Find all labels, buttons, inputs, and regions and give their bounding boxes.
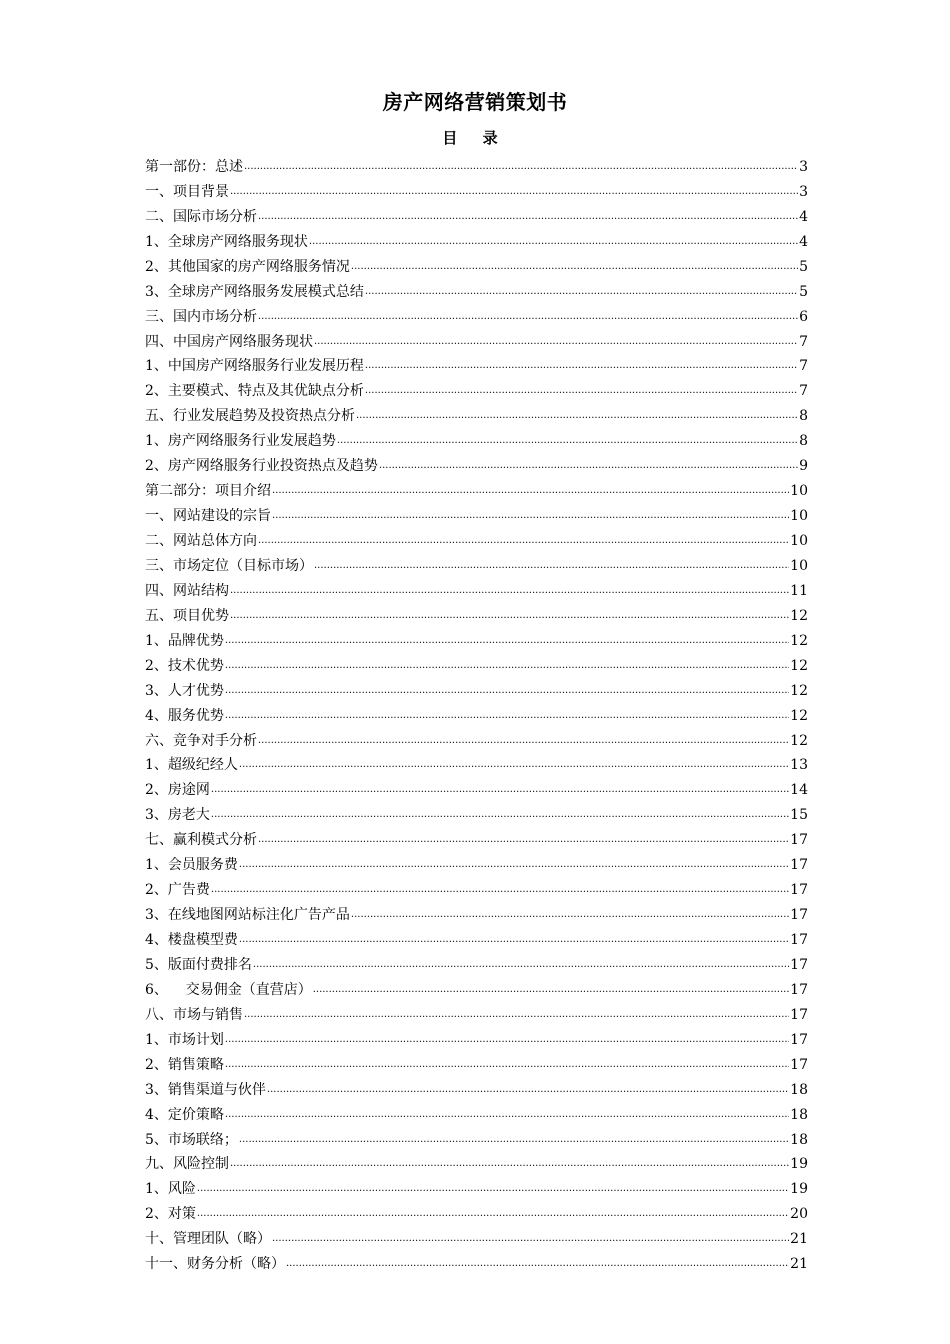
table-of-contents (145, 151, 808, 1273)
toc-entry[interactable] (145, 849, 808, 874)
dot-leader (337, 430, 798, 450)
toc-entry-page-number: 12 (790, 732, 808, 749)
toc-entry-page-number: 13 (790, 757, 808, 774)
toc-entry-label: 4、楼盘模型费 (145, 932, 238, 948)
toc-entry-label: 5、版面付费排名 (145, 956, 252, 973)
toc-entry-label: 2、房产网络服务行业投资热点及趋势 (145, 458, 378, 475)
toc-entry-page-number: 17 (790, 1056, 808, 1073)
dot-leader (197, 1178, 789, 1198)
toc-entry[interactable] (145, 1149, 808, 1174)
toc-entry[interactable] (145, 650, 808, 675)
toc-entry[interactable] (145, 974, 808, 999)
toc-entry[interactable] (145, 924, 808, 949)
toc-entry-page-number: 17 (790, 1006, 808, 1023)
toc-entry[interactable] (145, 600, 808, 625)
dot-leader (365, 380, 798, 400)
dot-leader (244, 156, 798, 176)
toc-entry-page-number: 7 (799, 383, 808, 400)
dot-leader (314, 555, 789, 575)
toc-entry-page-number: 9 (799, 458, 808, 475)
toc-entry-label: 4、定价策略 (145, 1106, 224, 1123)
toc-entry-page-number: 10 (790, 557, 808, 574)
toc-entry-label: 四、网站结构 (145, 582, 229, 599)
dot-leader (351, 256, 798, 276)
toc-entry-page-number: 12 (790, 607, 808, 624)
toc-entry-label: 1、风险 (145, 1181, 196, 1198)
dot-leader (230, 605, 789, 625)
toc-entry-page-number: 12 (790, 682, 808, 699)
toc-entry[interactable] (145, 999, 808, 1024)
toc-entry[interactable] (145, 500, 808, 525)
toc-entry[interactable] (145, 475, 808, 500)
toc-entry-page-number: 19 (790, 1156, 808, 1173)
dot-leader (253, 954, 789, 974)
toc-entry[interactable] (145, 1099, 808, 1124)
dot-leader (351, 904, 789, 924)
dot-leader (365, 355, 798, 375)
toc-entry-label: 五、项目优势 (145, 607, 229, 624)
toc-entry-label: 三、市场定位（目标市场） (145, 557, 313, 574)
toc-entry-label: 六、竞争对手分析 (145, 732, 257, 749)
dot-leader (272, 1228, 789, 1248)
toc-entry-label: 第一部份：总述 (145, 158, 243, 175)
toc-entry-label: 3、人才优势 (145, 682, 224, 699)
toc-entry-page-number: 10 (790, 483, 808, 500)
toc-entry[interactable] (145, 400, 808, 425)
dot-leader (211, 879, 789, 899)
dot-leader (225, 705, 789, 725)
toc-entry[interactable] (145, 675, 808, 700)
toc-entry-page-number: 19 (790, 1181, 808, 1198)
toc-entry[interactable] (145, 799, 808, 824)
dot-leader (239, 1129, 789, 1149)
toc-entry-page-number: 3 (799, 158, 808, 175)
dot-leader (258, 530, 789, 550)
toc-entry-label: 九、风险控制 (145, 1156, 229, 1173)
dot-leader (258, 306, 798, 326)
dot-leader (314, 331, 798, 351)
toc-entry[interactable] (145, 425, 808, 450)
dot-leader (230, 181, 798, 201)
toc-entry-label: 2、其他国家的房产网络服务情况 (145, 258, 350, 275)
dot-leader (258, 730, 789, 750)
toc-entry-page-number: 12 (790, 657, 808, 674)
toc-entry[interactable] (145, 874, 808, 899)
toc-entry[interactable] (145, 251, 808, 276)
toc-entry-label: 一、网站建设的宗旨 (145, 508, 271, 525)
toc-entry[interactable] (145, 351, 808, 376)
toc-entry-page-number: 4 (799, 233, 808, 250)
toc-entry-label: 第二部分：项目介绍 (145, 483, 271, 500)
toc-entry-page-number: 18 (790, 1081, 808, 1098)
toc-entry[interactable] (145, 725, 808, 750)
toc-entry-label: 6、 交易佣金（直营店） (145, 981, 312, 998)
dot-leader (225, 630, 789, 650)
toc-entry[interactable] (145, 550, 808, 575)
dot-leader (225, 1054, 789, 1074)
dot-leader (197, 1203, 789, 1223)
toc-entry-label: 二、网站总体方向 (145, 533, 257, 549)
toc-entry-page-number: 12 (790, 707, 808, 724)
toc-entry[interactable] (145, 700, 808, 725)
toc-entry-page-number: 3 (799, 183, 808, 200)
toc-entry-page-number: 7 (799, 358, 808, 375)
toc-entry[interactable] (145, 899, 808, 924)
toc-entry[interactable] (145, 625, 808, 650)
toc-entry[interactable] (145, 1074, 808, 1099)
toc-entry-page-number: 14 (790, 782, 808, 799)
toc-entry-page-number: 7 (799, 333, 808, 350)
dot-leader (309, 231, 798, 251)
dot-leader (356, 405, 798, 425)
toc-entry[interactable] (145, 450, 808, 475)
dot-leader (230, 580, 789, 600)
toc-entry[interactable] (145, 276, 808, 301)
toc-entry[interactable] (145, 226, 808, 251)
toc-entry[interactable] (145, 301, 808, 326)
dot-leader (244, 1004, 789, 1024)
toc-entry-label: 3、销售渠道与伙伴 (145, 1081, 266, 1098)
dot-leader (225, 1029, 789, 1049)
toc-entry-label: 四、中国房产网络服务现状 (145, 333, 313, 350)
dot-leader (239, 929, 789, 949)
toc-entry-label: 2、主要模式、特点及其优缺点分析 (145, 383, 364, 400)
toc-entry[interactable] (145, 750, 808, 775)
toc-entry[interactable] (145, 1049, 808, 1074)
toc-entry-label: 3、全球房产网络服务发展模式总结 (145, 283, 364, 300)
dot-leader (272, 505, 789, 525)
toc-entry-page-number: 15 (790, 807, 808, 824)
dot-leader (239, 754, 789, 774)
toc-entry-page-number: 10 (790, 533, 808, 549)
dot-leader (258, 206, 798, 226)
toc-entry-label: 1、中国房产网络服务行业发展历程 (145, 358, 364, 375)
toc-entry[interactable] (145, 1124, 808, 1149)
dot-leader (239, 854, 789, 874)
toc-entry-label: 1、市场计划 (145, 1031, 224, 1048)
toc-entry-label: 1、全球房产网络服务现状 (145, 233, 308, 250)
dot-leader (258, 829, 789, 849)
toc-entry-page-number: 18 (790, 1106, 808, 1123)
toc-entry[interactable] (145, 1024, 808, 1049)
toc-entry-page-number: 17 (790, 932, 808, 948)
dot-leader (365, 281, 798, 301)
toc-entry-page-number: 4 (799, 208, 808, 225)
toc-entry-label: 1、超级纪经人 (145, 757, 238, 774)
toc-entry-page-number: 17 (790, 956, 808, 973)
toc-entry-page-number: 17 (790, 857, 808, 874)
toc-entry-label: 三、国内市场分析 (145, 308, 257, 325)
toc-entry-page-number: 6 (799, 308, 808, 325)
dot-leader (225, 1104, 789, 1124)
toc-entry-page-number: 5 (799, 283, 808, 300)
dot-leader (379, 455, 798, 475)
toc-entry[interactable] (145, 575, 808, 600)
toc-entry-page-number: 5 (799, 258, 808, 275)
toc-entry-page-number: 11 (790, 582, 808, 599)
toc-entry-label: 2、对策 (145, 1206, 196, 1223)
dot-leader (286, 1253, 789, 1273)
toc-entry[interactable] (145, 774, 808, 799)
toc-entry[interactable] (145, 1198, 808, 1223)
toc-entry[interactable] (145, 1248, 808, 1273)
document-title: 房产网络营销策划书 (382, 90, 568, 114)
dot-leader (211, 779, 789, 799)
toc-entry-label: 1、品牌优势 (145, 632, 224, 649)
toc-heading: 目 录 (442, 129, 508, 147)
toc-entry[interactable] (145, 375, 808, 400)
toc-entry-page-number: 10 (790, 508, 808, 525)
toc-entry[interactable] (145, 949, 808, 974)
toc-entry-page-number: 21 (790, 1231, 808, 1248)
toc-entry-label: 十、管理团队（略） (145, 1231, 271, 1248)
dot-leader (225, 680, 789, 700)
toc-entry-label: 五、行业发展趋势及投资热点分析 (145, 408, 355, 425)
toc-entry-page-number: 17 (790, 1031, 808, 1048)
toc-entry-page-number: 12 (790, 632, 808, 649)
toc-entry-page-number: 17 (790, 907, 808, 924)
toc-entry[interactable] (145, 326, 808, 351)
dot-leader (272, 480, 789, 500)
toc-entry-label: 1、房产网络服务行业发展趋势 (145, 433, 336, 450)
toc-entry-page-number: 8 (799, 408, 808, 425)
toc-entry-label: 2、广告费 (145, 882, 210, 899)
toc-entry-label: 3、房老大 (145, 807, 210, 824)
toc-entry-page-number: 20 (790, 1206, 808, 1223)
dot-leader (211, 804, 789, 824)
toc-entry[interactable] (145, 525, 808, 550)
toc-entry-label: 八、市场与销售 (145, 1006, 243, 1023)
dot-leader (230, 1153, 789, 1173)
toc-entry-label: 2、房途网 (145, 782, 210, 799)
toc-entry-page-number: 21 (790, 1256, 808, 1273)
toc-entry[interactable] (145, 1173, 808, 1198)
toc-entry[interactable] (145, 1223, 808, 1248)
toc-entry[interactable] (145, 824, 808, 849)
toc-entry-label: 一、项目背景 (145, 183, 229, 200)
toc-entry-page-number: 8 (799, 433, 808, 450)
toc-entry[interactable] (145, 201, 808, 226)
toc-entry-label: 2、技术优势 (145, 657, 224, 674)
toc-entry-label: 3、在线地图网站标注化广告产品 (145, 907, 350, 924)
toc-entry-page-number: 17 (790, 832, 808, 849)
toc-entry-label: 2、销售策略 (145, 1056, 224, 1073)
dot-leader (225, 655, 789, 675)
toc-entry-label: 十一、财务分析（略） (145, 1256, 285, 1273)
toc-entry-page-number: 18 (790, 1131, 808, 1148)
toc-entry-page-number: 17 (790, 981, 808, 998)
toc-entry-label: 4、服务优势 (145, 707, 224, 724)
toc-entry-label: 5、市场联络； (145, 1131, 238, 1148)
toc-entry[interactable] (145, 176, 808, 201)
toc-entry-label: 二、国际市场分析 (145, 208, 257, 225)
toc-entry[interactable] (145, 151, 808, 176)
toc-entry-label: 七、赢利模式分析 (145, 832, 257, 849)
toc-entry-page-number: 17 (790, 882, 808, 899)
dot-leader (267, 1079, 789, 1099)
toc-entry-label: 1、会员服务费 (145, 857, 238, 874)
dot-leader (313, 979, 789, 999)
